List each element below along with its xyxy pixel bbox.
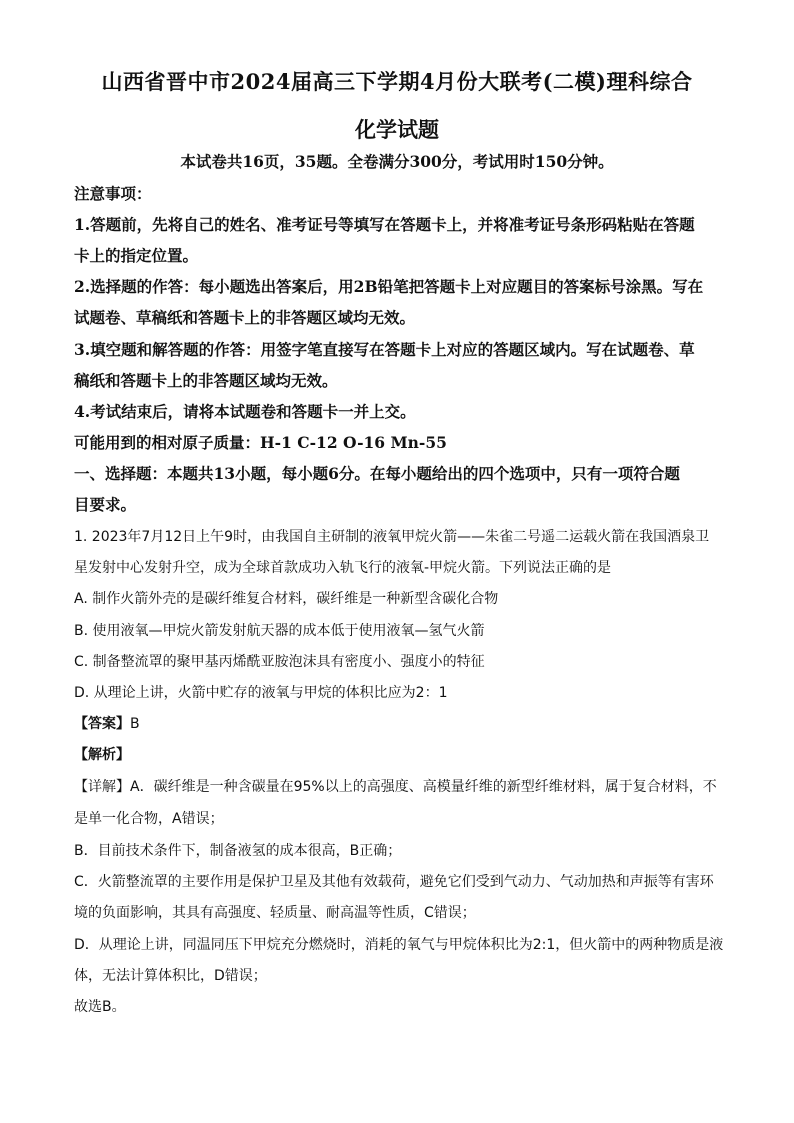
notes-heading: 注意事项： <box>74 184 152 203</box>
option-c: C. 制备整流罩的聚甲基丙烯酰亚胺泡沫具有密度小、强度小的特征 <box>74 654 485 670</box>
section-heading-line-2: 目要求。 <box>74 495 137 514</box>
detail-line-7: 体，无法计算体积比，D错误； <box>74 968 267 984</box>
atomic-masses: 可能用到的相对原子质量：H-1 C-12 O-16 Mn-55 <box>74 433 447 452</box>
detail-line-2: 是单一化合物，A错误； <box>74 811 224 827</box>
exam-info: 本试卷共16页，35题。全卷满分300分，考试用时150分钟。 <box>180 152 614 171</box>
note-2-line-1: 2.选择题的作答：每小题选出答案后，用2B铅笔把答题卡上对应题目的答案标号涂黑。写在 <box>74 277 704 296</box>
answer-value: B <box>130 716 140 732</box>
detail-line-3: B．目前技术条件下，制备液氢的成本很高，B正确； <box>74 843 402 859</box>
note-2-line-2: 试题卷、草稿纸和答题卡上的非答题区域均无效。 <box>74 308 416 327</box>
note-3-line-1: 3.填空题和解答题的作答：用签字笔直接写在答题卡上对应的答题区域内。写在试题卷、草 <box>74 340 695 359</box>
detail-line-6: D．从理论上讲，同温同压下甲烷充分燃烧时，消耗的氧气与甲烷体积比为2:1，但火箭中的两种物质是液 <box>74 937 724 953</box>
answer-line <box>74 713 140 733</box>
note-1-line-1: 1.答题前，先将自己的姓名、准考证号等填写在答题卡上，并将准考证号条形码粘贴在答题 <box>74 215 695 234</box>
page-subtitle: 化学试题 <box>355 117 439 142</box>
section-heading-line-1: 一、选择题：本题共13小题，每小题6分。在每小题给出的四个选项中，只有一项符合题 <box>74 464 680 483</box>
detail-line-5: 境的负面影响，其具有高强度、轻质量、耐高温等性质，C错误； <box>74 905 476 921</box>
detail-line-1: 【详解】A．碳纤维是一种含碳量在95%以上的高强度、高模量纤维的新型纤维材料，属于复合材料，不 <box>74 779 717 795</box>
note-1-line-2: 卡上的指定位置。 <box>74 246 199 265</box>
option-d: D. 从理论上讲，火箭中贮存的液氧与甲烷的体积比应为2：1 <box>74 685 448 701</box>
detail-line-4: C．火箭整流罩的主要作用是保护卫星及其他有效载荷，避免它们受到气动力、气动加热和声振等有害环 <box>74 874 714 890</box>
option-b: B. 使用液氧—甲烷火箭发射航天器的成本低于使用液氧—氢气火箭 <box>74 623 485 639</box>
page-title: 山西省晋中市2024届高三下学期4月份大联考(二模)理科综合 <box>101 69 693 94</box>
note-4: 4.考试结束后，请将本试题卷和答题卡一并上交。 <box>74 402 416 421</box>
question-1-stem-line-2: 星发射中心发射升空，成为全球首款成功入轨飞行的液氧-甲烷火箭。下列说法正确的是 <box>74 560 612 576</box>
question-1-stem-line-1: 1. 2023年7月12日上午9时，由我国自主研制的液氧甲烷火箭——朱雀二号遥二运载火箭在我国酒泉卫 <box>74 529 710 545</box>
note-3-line-2: 稿纸和答题卡上的非答题区域均无效。 <box>74 371 338 390</box>
conclusion: 故选B。 <box>74 999 126 1015</box>
analysis-label: 【解析】 <box>74 747 130 763</box>
option-a: A. 制作火箭外壳的是碳纤维复合材料，碳纤维是一种新型含碳化合物 <box>74 591 499 607</box>
answer-label: 【答案】 <box>74 716 130 732</box>
